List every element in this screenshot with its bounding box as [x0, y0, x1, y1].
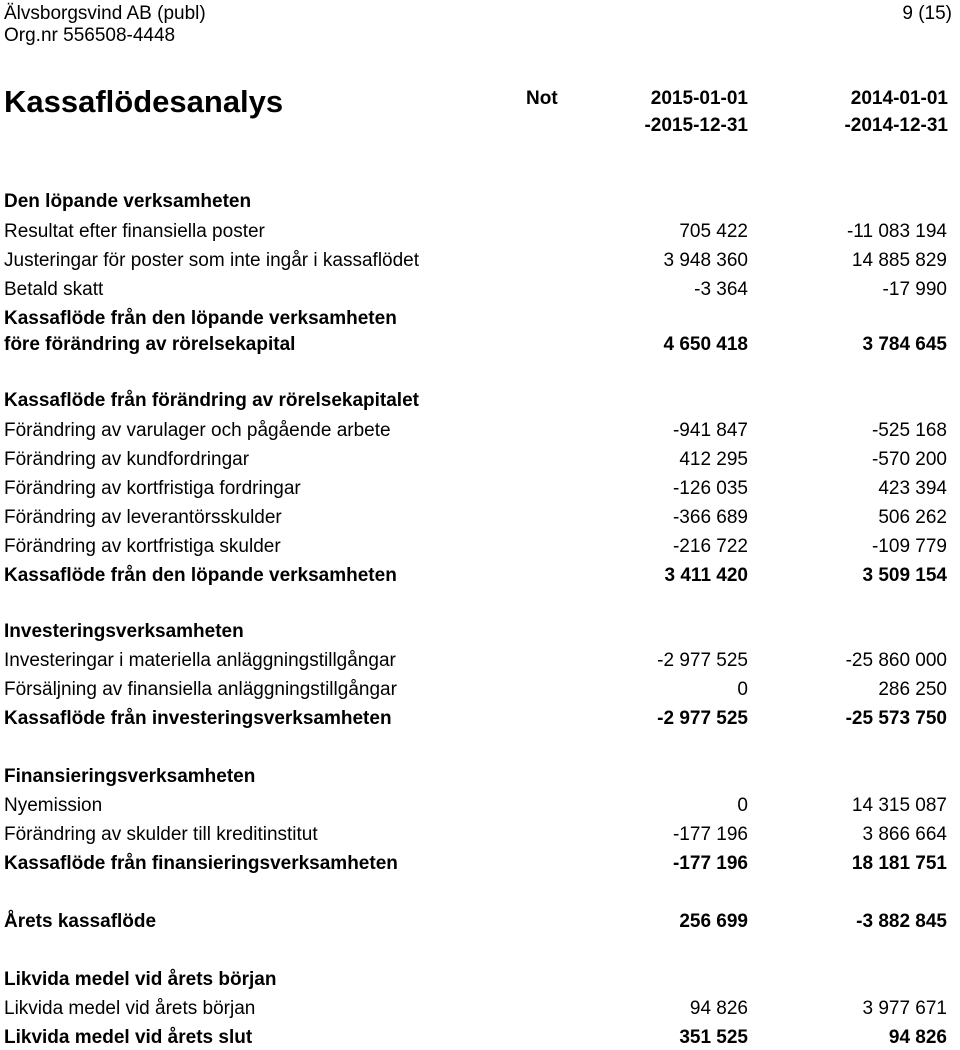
- table-row: [0, 707, 960, 731]
- row-value-2014: 3 784 645: [862, 334, 947, 355]
- table-row: [0, 968, 960, 992]
- row-value-2014: -25 573 750: [845, 708, 947, 729]
- row-value-2015: -177 196: [672, 824, 748, 845]
- table-row: [0, 448, 960, 472]
- table-row: [0, 823, 960, 847]
- row-label: Finansieringsverksamheten: [4, 766, 256, 787]
- row-label: Justeringar för poster som inte ingår i kassaflödet: [4, 250, 420, 271]
- row-label: Likvida medel vid årets slut: [4, 1027, 253, 1048]
- row-label: Den löpande verksamheten: [4, 191, 252, 212]
- row-label: Årets kassaflöde: [4, 911, 157, 932]
- row-label: Resultat efter finansiella poster: [4, 221, 265, 242]
- row-value-2014: -11 083 194: [846, 221, 947, 242]
- row-value-2015: -2 977 525: [657, 650, 748, 671]
- row-label: Kassaflöde från investeringsverksamheten: [4, 708, 392, 729]
- table-row: [0, 389, 960, 413]
- row-label: Kassaflöde från den löpande verksamheten: [4, 565, 397, 586]
- page-number: 9 (15): [902, 3, 952, 24]
- row-value-2014: 423 394: [878, 478, 947, 499]
- row-value-2014: -25 860 000: [845, 650, 947, 671]
- table-row: [0, 278, 960, 302]
- row-value-2015: 256 699: [679, 911, 748, 932]
- row-label: Kassaflöde från den löpande verksamheten: [4, 308, 397, 329]
- column-header-2015-start: 2015-01-01: [650, 88, 748, 109]
- row-value-2014: -17 990: [882, 279, 947, 300]
- row-value-2014: 3 977 671: [862, 998, 947, 1019]
- column-header-2014-start: 2014-01-01: [850, 88, 948, 109]
- row-value-2015: -2 977 525: [657, 708, 748, 729]
- row-value-2015: -177 196: [672, 853, 748, 874]
- table-row: [0, 419, 960, 443]
- table-row: [0, 535, 960, 559]
- row-value-2015: -941 847: [672, 420, 748, 441]
- row-value-2014: 3 866 664: [862, 824, 947, 845]
- table-row: [0, 190, 960, 214]
- company-name: Älvsborgsvind AB (publ): [4, 3, 206, 24]
- table-row: [0, 765, 960, 789]
- row-value-2015: -3 364: [694, 279, 748, 300]
- row-label: Nyemission: [4, 795, 103, 816]
- table-row: [0, 620, 960, 644]
- column-header-2014-end: -2014-12-31: [844, 115, 948, 136]
- row-value-2015: 3 948 360: [663, 250, 748, 271]
- row-value-2014: 18 181 751: [851, 853, 947, 874]
- row-value-2014: 506 262: [878, 507, 947, 528]
- row-label: Förändring av skulder till kreditinstitut: [4, 824, 318, 845]
- table-row: [0, 678, 960, 702]
- table-row: [0, 307, 960, 331]
- company-header: [4, 3, 206, 47]
- table-row: [0, 249, 960, 273]
- row-label: Förändring av kortfristiga skulder: [4, 536, 281, 557]
- table-row: [0, 852, 960, 876]
- row-value-2015: 705 422: [679, 221, 748, 242]
- row-value-2014: 14 315 087: [851, 795, 947, 816]
- row-value-2014: -570 200: [871, 449, 947, 470]
- row-value-2015: 4 650 418: [663, 334, 748, 355]
- row-value-2014: -3 882 845: [856, 911, 947, 932]
- row-value-2015: 3 411 420: [664, 565, 748, 586]
- row-label: Förändring av leverantörsskulder: [4, 507, 282, 528]
- table-row: [0, 333, 960, 357]
- row-value-2015: 94 826: [689, 998, 748, 1019]
- row-value-2014: 14 885 829: [851, 250, 947, 271]
- table-row: [0, 997, 960, 1021]
- column-header-2015: [548, 85, 748, 139]
- row-label: Försäljning av finansiella anläggningstillgångar: [4, 679, 397, 700]
- column-header-not: Not: [526, 88, 558, 109]
- table-row: [0, 564, 960, 588]
- column-header-2014: [748, 85, 948, 139]
- table-row: [0, 1026, 960, 1050]
- row-value-2014: -109 779: [871, 536, 947, 557]
- table-row: [0, 649, 960, 673]
- row-value-2014: 94 826: [888, 1027, 947, 1048]
- row-label: Likvida medel vid årets början: [4, 998, 256, 1019]
- row-value-2015: -216 722: [672, 536, 748, 557]
- row-value-2015: 412 295: [679, 449, 748, 470]
- row-label: Kassaflöde från förändring av rörelsekapitalet: [4, 390, 419, 411]
- table-row: [0, 477, 960, 501]
- row-label: Förändring av kundfordringar: [4, 449, 250, 470]
- table-row: [0, 506, 960, 530]
- table-row: [0, 910, 960, 934]
- row-label: Betald skatt: [4, 279, 104, 300]
- row-value-2014: -525 168: [871, 420, 947, 441]
- row-value-2014: 286 250: [878, 679, 947, 700]
- row-value-2015: 351 525: [679, 1027, 748, 1048]
- row-label: Investeringsverksamheten: [4, 621, 244, 642]
- row-label: Kassaflöde från finansieringsverksamheten: [4, 853, 398, 874]
- row-label: Likvida medel vid årets början: [4, 969, 277, 990]
- row-label: Investeringar i materiella anläggningstillgångar: [4, 650, 396, 671]
- row-value-2015: -126 035: [672, 478, 748, 499]
- row-value-2015: 0: [737, 795, 748, 816]
- row-label: före förändring av rörelsekapital: [4, 334, 296, 355]
- row-value-2015: 0: [737, 679, 748, 700]
- page-title: Kassaflödesanalys: [4, 84, 284, 119]
- row-value-2014: 3 509 154: [862, 565, 947, 586]
- table-row: [0, 794, 960, 818]
- org-number: Org.nr 556508-4448: [4, 25, 176, 46]
- row-label: Förändring av kortfristiga fordringar: [4, 478, 301, 499]
- row-value-2015: -366 689: [672, 507, 748, 528]
- column-header-2015-end: -2015-12-31: [644, 115, 748, 136]
- row-label: Förändring av varulager och pågående arbete: [4, 420, 391, 441]
- table-row: [0, 220, 960, 244]
